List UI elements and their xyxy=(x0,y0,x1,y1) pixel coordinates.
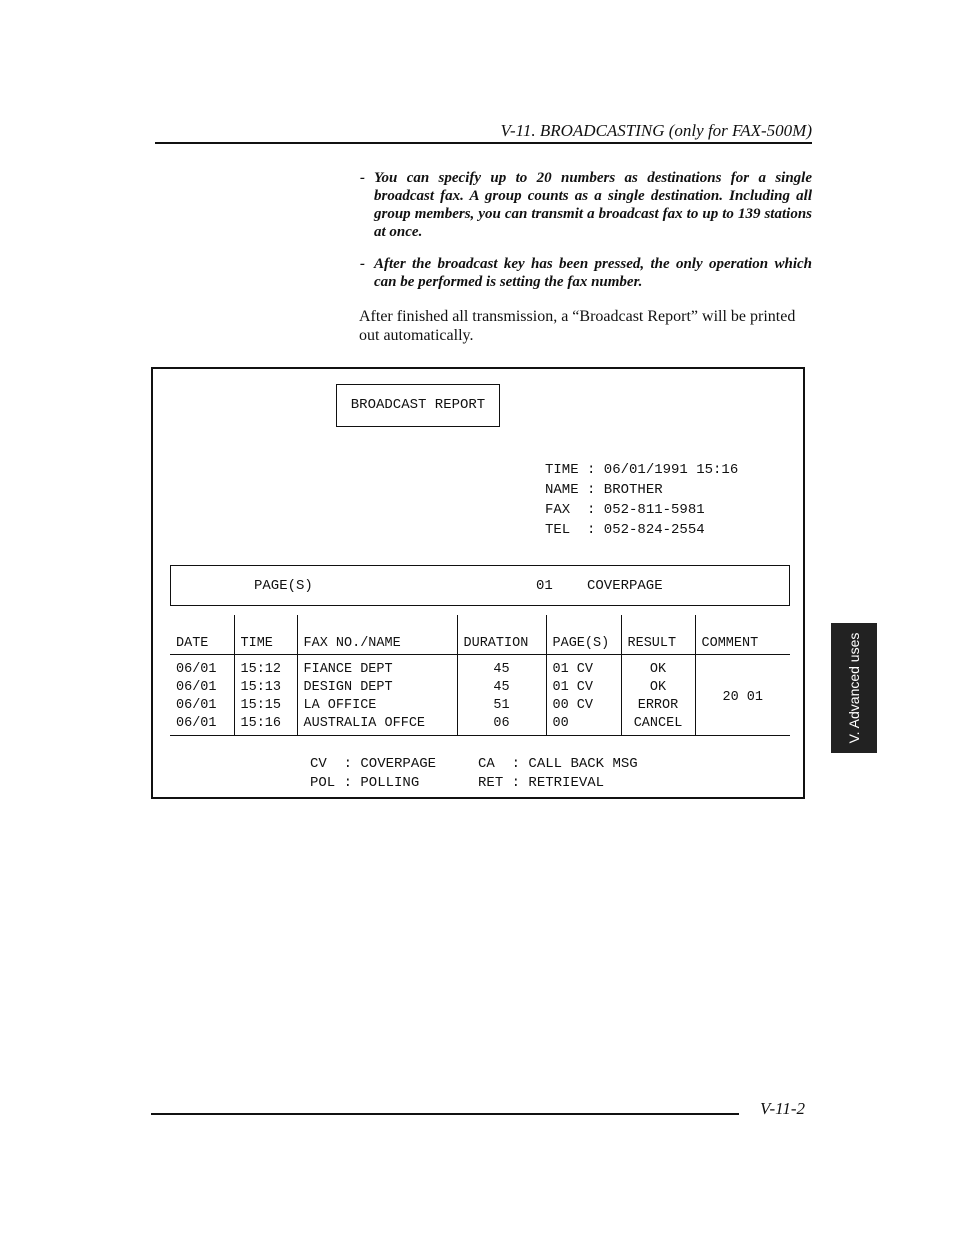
broadcast-report-sample xyxy=(151,367,805,799)
col-time: TIME xyxy=(234,615,297,655)
section-title: V-11. BROADCASTING (only for FAX-500M) xyxy=(500,121,812,140)
cell-date: 06/01 xyxy=(176,716,217,731)
report-tel: TEL : 052-824-2554 xyxy=(545,522,705,538)
cell-fax-name: AUSTRALIA OFFCE xyxy=(297,715,457,736)
section-side-tab xyxy=(831,623,877,753)
pages-count: 01 xyxy=(536,578,553,594)
pages-type: COVERPAGE xyxy=(587,578,663,594)
cell-time: 15:15 xyxy=(234,697,297,715)
cell-duration: 51 xyxy=(457,697,546,715)
col-duration: DURATION xyxy=(457,615,546,655)
col-result: RESULT xyxy=(621,615,695,655)
col-pages: PAGE(S) xyxy=(546,615,621,655)
bullet-item xyxy=(360,169,812,241)
cell-pages: 01 CV xyxy=(546,655,621,680)
footer-rule xyxy=(151,1113,739,1115)
report-name: NAME : BROTHER xyxy=(545,482,663,498)
col-date: DATE xyxy=(176,636,209,651)
cell-duration: 06 xyxy=(457,715,546,736)
cell-duration: 45 xyxy=(457,679,546,697)
cell-result: ERROR xyxy=(621,697,695,715)
page-number: V-11-2 xyxy=(760,1099,806,1118)
report-title: BROADCAST REPORT xyxy=(336,384,500,427)
cell-date: 06/01 xyxy=(176,680,217,695)
cell-result: OK xyxy=(621,655,695,680)
cell-pages: 00 CV xyxy=(546,697,621,715)
pages-label: PAGE(S) xyxy=(254,578,313,594)
cell-date: 06/01 xyxy=(176,662,217,677)
report-time: TIME : 06/01/1991 15:16 xyxy=(545,462,739,478)
table-row xyxy=(170,655,790,680)
intro-paragraph: After finished all transmission, a “Broadcast Report” will be printed out automatically. xyxy=(359,308,796,344)
cell-pages: 00 xyxy=(546,715,621,736)
cell-result: CANCEL xyxy=(621,715,695,736)
cell-result: OK xyxy=(621,679,695,697)
cell-comment: 20 01 xyxy=(695,655,790,736)
col-comment: COMMENT xyxy=(695,615,790,655)
cell-time: 15:13 xyxy=(234,679,297,697)
report-fax: FAX : 052-811-5981 xyxy=(545,502,705,518)
bullet-dash: - xyxy=(360,170,365,186)
cell-pages: 01 CV xyxy=(546,679,621,697)
bullet-text: You can specify up to 20 numbers as destinations for a single broadcast fax. A group counts as a single destination. Including all group members, you can transmit a broadcast fax to up to 139 stations at once. xyxy=(374,170,812,240)
legend-line: POL : POLLING RET : RETRIEVAL xyxy=(310,775,605,791)
cell-fax-name: LA OFFICE xyxy=(297,697,457,715)
header-rule xyxy=(155,142,812,144)
cell-fax-name: DESIGN DEPT xyxy=(297,679,457,697)
col-fax-name: FAX NO./NAME xyxy=(297,615,457,655)
cell-date: 06/01 xyxy=(176,698,217,713)
bullet-text: After the broadcast key has been pressed, the only operation which can be performed is setting the fax number. xyxy=(374,256,812,290)
pages-summary xyxy=(170,565,790,606)
table-header-row xyxy=(170,615,790,655)
legend-line: CV : COVERPAGE CA : CALL BACK MSG xyxy=(310,756,638,772)
bullet-dash: - xyxy=(360,256,365,272)
cell-time: 15:12 xyxy=(234,655,297,680)
cell-fax-name: FIANCE DEPT xyxy=(297,655,457,680)
cell-duration: 45 xyxy=(457,655,546,680)
bullet-item xyxy=(360,255,812,291)
cell-time: 15:16 xyxy=(234,715,297,736)
side-tab-label: V. Advanced uses xyxy=(846,632,862,744)
transmission-table xyxy=(170,615,790,736)
